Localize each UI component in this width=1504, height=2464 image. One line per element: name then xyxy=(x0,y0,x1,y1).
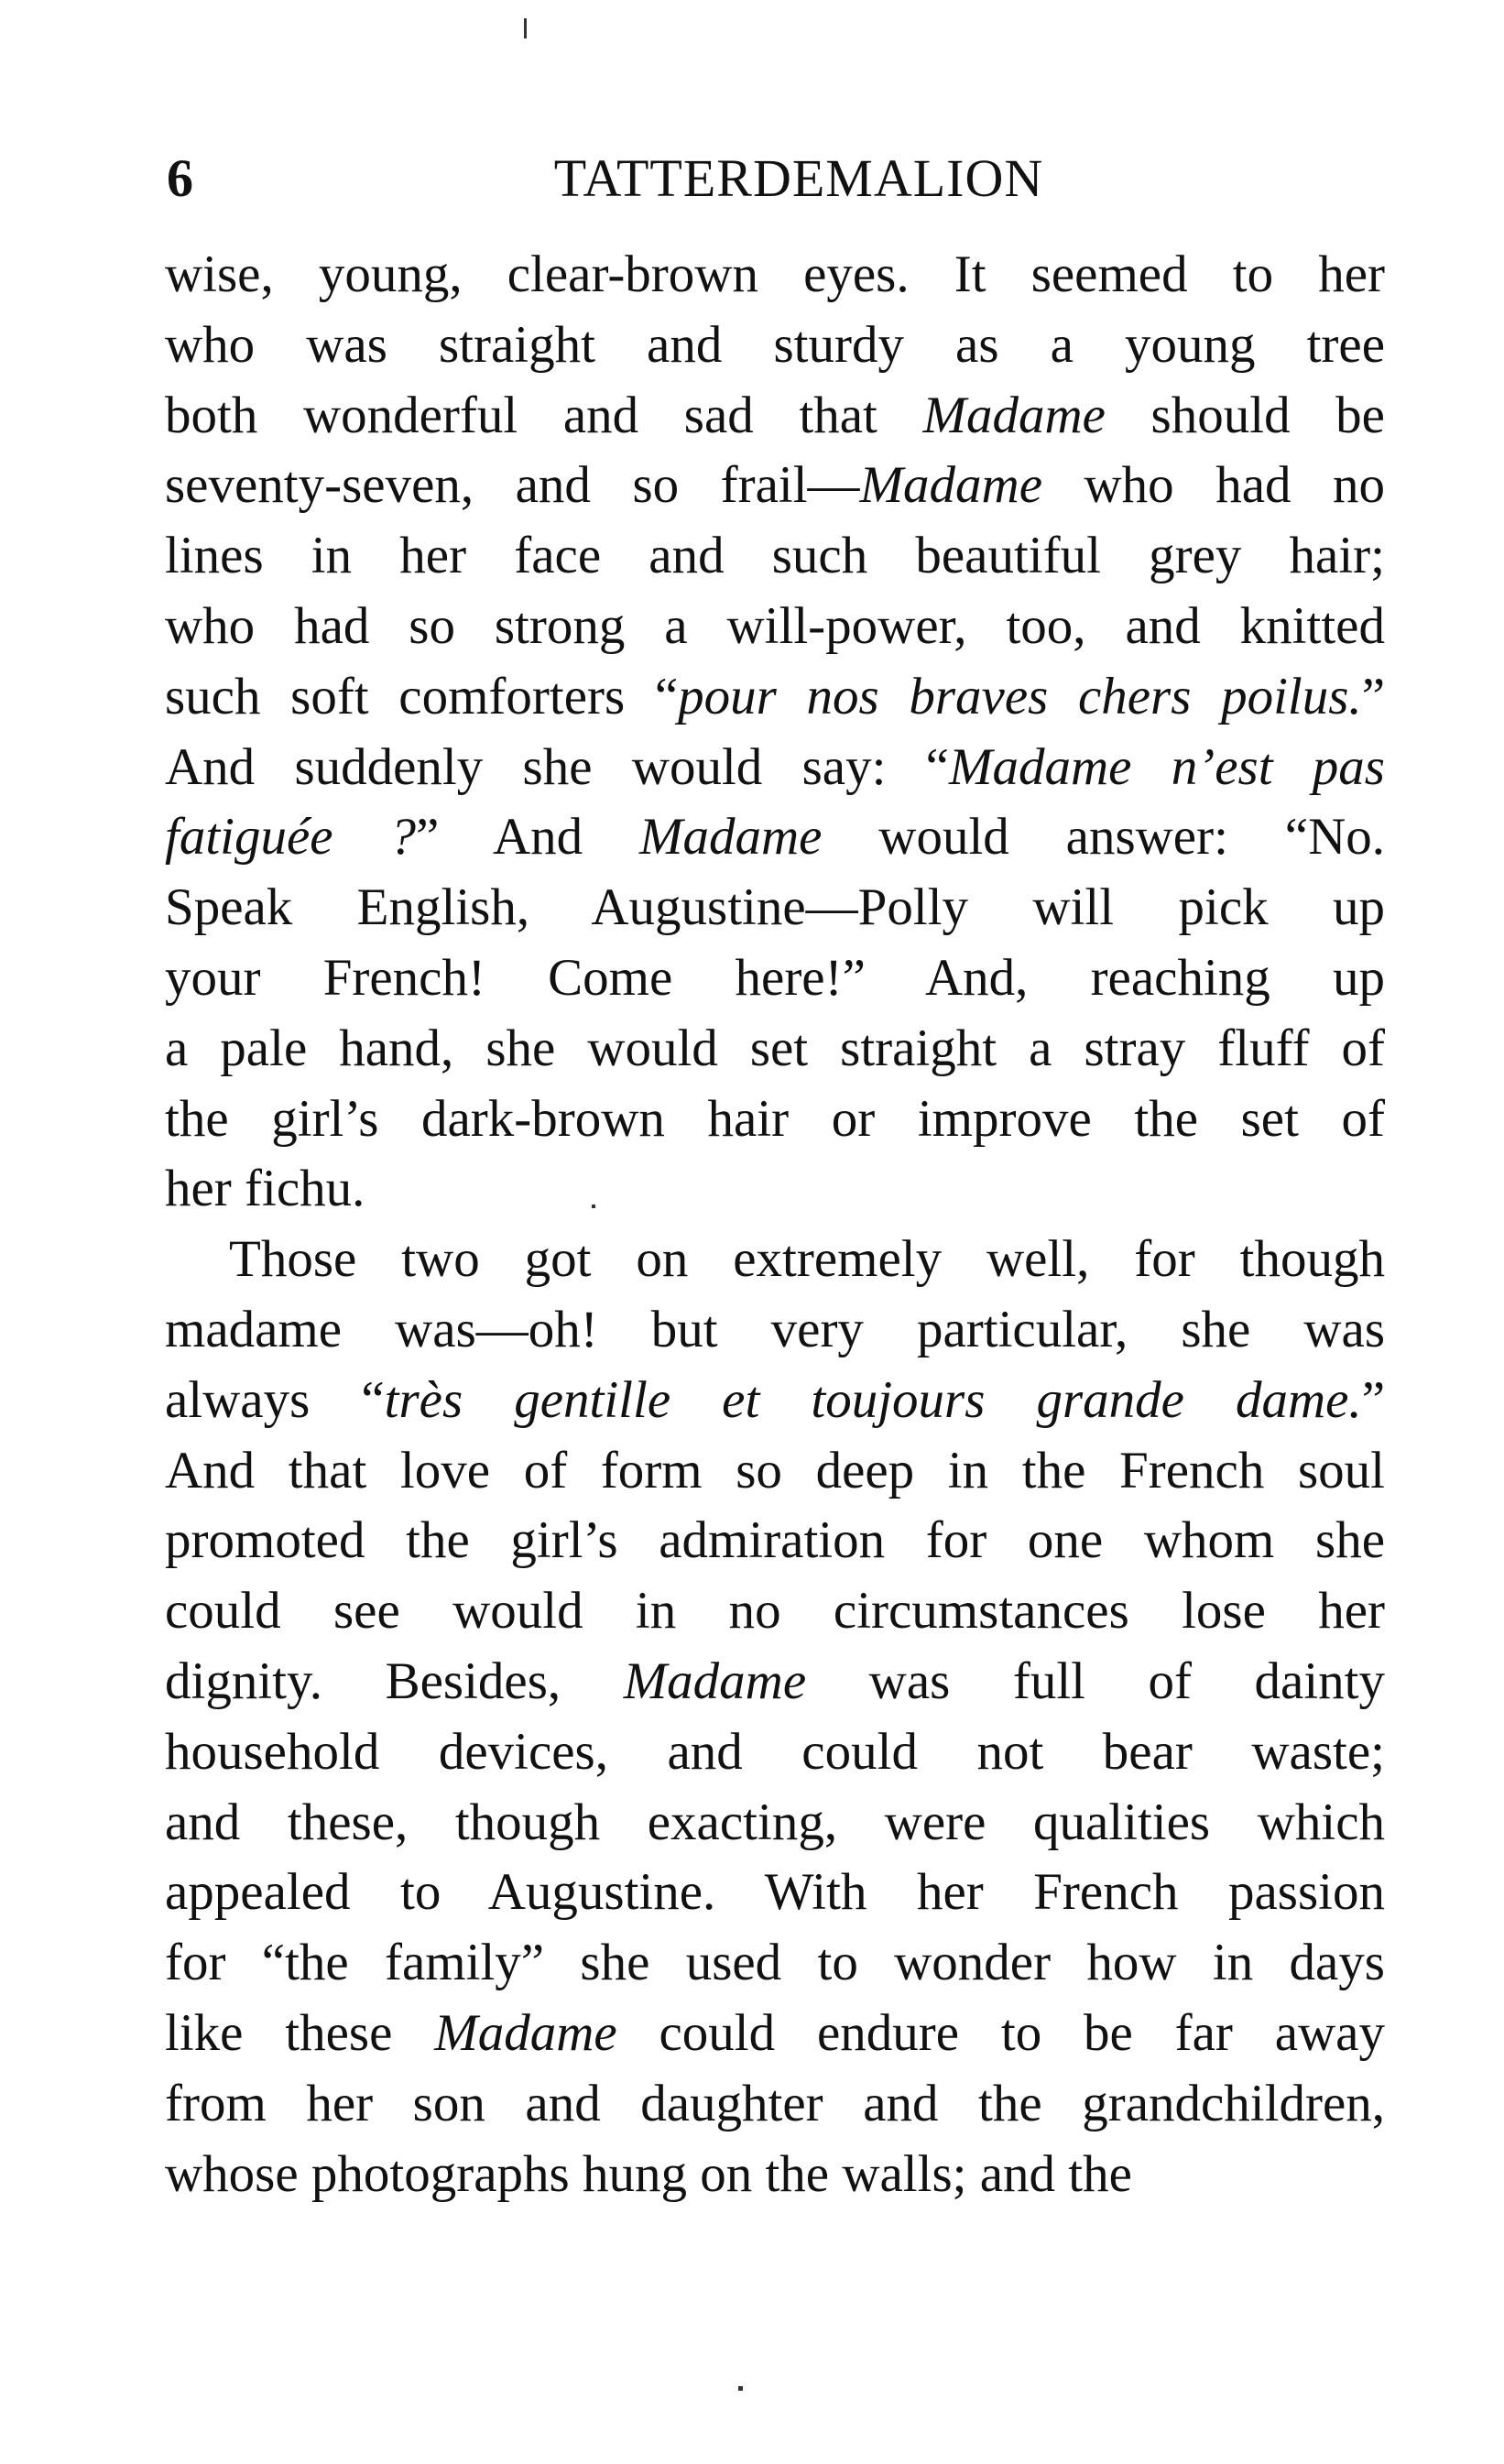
text-line xyxy=(165,1085,1385,1155)
text-line xyxy=(165,1788,1385,1859)
text-segment: could endure to be far away xyxy=(616,2003,1385,2062)
text-line xyxy=(165,802,1385,873)
text-line xyxy=(165,1225,1385,1295)
text-line xyxy=(165,521,1385,592)
italic-text: très gentille et toujours grande dame. xyxy=(384,1370,1362,1429)
scan-speck-top xyxy=(524,18,527,38)
italic-text: fatiguée ? xyxy=(165,808,416,867)
text-segment: ” And xyxy=(415,808,639,867)
text-line xyxy=(165,311,1385,381)
text-line xyxy=(165,2140,1385,2210)
italic-text: Madame xyxy=(922,386,1106,444)
text-segment: from her son and daughter and the grandchildren, xyxy=(165,2074,1385,2132)
text-segment: would answer: “No. xyxy=(822,808,1385,867)
italic-text: Madame xyxy=(639,808,823,867)
text-segment: a pale hand, she would set straight a stray fluff of xyxy=(165,1019,1385,1077)
text-segment: such soft comforters “ xyxy=(165,667,679,725)
italic-text: Madame xyxy=(859,456,1043,515)
text-segment: dignity. Besides, xyxy=(165,1652,624,1710)
scan-speck-mid xyxy=(592,1205,595,1208)
text-line xyxy=(165,1295,1385,1366)
text-segment: your French! Come here!” And, reaching up xyxy=(165,948,1385,1007)
text-line xyxy=(165,1858,1385,1928)
text-segment: ” xyxy=(1361,667,1385,725)
italic-text: Madame xyxy=(434,2003,617,2062)
text-segment: Speak English, Augustine—Polly will pick up xyxy=(165,878,1385,937)
text-line xyxy=(165,1999,1385,2069)
text-line xyxy=(165,1506,1385,1576)
page-number: 6 xyxy=(167,148,193,208)
text-segment: wise, young, clear-brown eyes. It seemed to her xyxy=(165,245,1385,303)
text-line xyxy=(165,1366,1385,1436)
text-line xyxy=(165,381,1385,452)
text-line xyxy=(165,1576,1385,1647)
running-title: TATTERDEMALION xyxy=(553,148,1044,208)
text-line xyxy=(165,662,1385,733)
text-segment: madame was—oh! but very particular, she was xyxy=(165,1300,1385,1358)
text-line xyxy=(165,733,1385,803)
text-line xyxy=(165,1014,1385,1085)
italic-text: Madame n’est pas xyxy=(949,737,1385,796)
text-segment: should be xyxy=(1105,386,1385,444)
text-segment: seventy-seven, and so frail— xyxy=(165,456,860,515)
page-header xyxy=(167,137,1385,220)
text-line xyxy=(165,2069,1385,2140)
text-line xyxy=(165,943,1385,1014)
text-line xyxy=(165,240,1385,311)
text-segment: always “ xyxy=(165,1370,385,1429)
body-text xyxy=(165,240,1385,2209)
text-line xyxy=(165,873,1385,943)
text-segment: lines in her face and such beautiful grey hair; xyxy=(165,527,1385,585)
text-segment: her fichu. xyxy=(165,1160,365,1218)
text-segment: who had so strong a will-power, too, and knitted xyxy=(165,596,1385,655)
text-segment: the girl’s dark-brown hair or improve the set of xyxy=(165,1089,1385,1148)
text-segment: ” xyxy=(1361,1370,1385,1429)
text-segment: was full of dainty xyxy=(806,1652,1385,1710)
text-line xyxy=(165,1717,1385,1788)
text-line xyxy=(165,1436,1385,1507)
text-segment: And that love of form so deep in the French soul xyxy=(165,1441,1385,1499)
text-line xyxy=(165,1647,1385,1717)
italic-text: pour nos braves chers poilus. xyxy=(678,667,1362,725)
text-segment: who was straight and sturdy as a young tree xyxy=(165,315,1385,374)
scan-speck-bottom xyxy=(738,2386,743,2391)
text-line xyxy=(165,451,1385,521)
text-line xyxy=(165,1928,1385,1999)
text-segment: household devices, and could not bear waste; xyxy=(165,1722,1385,1781)
text-segment: both wonderful and sad that xyxy=(165,386,923,444)
text-segment: And suddenly she would say: “ xyxy=(165,737,949,796)
text-line xyxy=(165,1154,1385,1225)
italic-text: Madame xyxy=(623,1652,807,1710)
text-segment: promoted the girl’s admiration for one whom she xyxy=(165,1511,1385,1570)
text-segment: and these, though exacting, were qualities which xyxy=(165,1793,1385,1851)
text-segment: could see would in no circumstances lose her xyxy=(165,1582,1385,1641)
text-segment: Those two got on extremely well, for though xyxy=(229,1230,1385,1289)
text-segment: whose photographs hung on the walls; and the xyxy=(165,2144,1132,2203)
text-segment: who had no xyxy=(1042,456,1385,515)
text-line xyxy=(165,592,1385,662)
text-segment: like these xyxy=(165,2003,435,2062)
text-segment: appealed to Augustine. With her French passion xyxy=(165,1863,1385,1922)
text-segment: for “the family” she used to wonder how in days xyxy=(165,1934,1385,1992)
